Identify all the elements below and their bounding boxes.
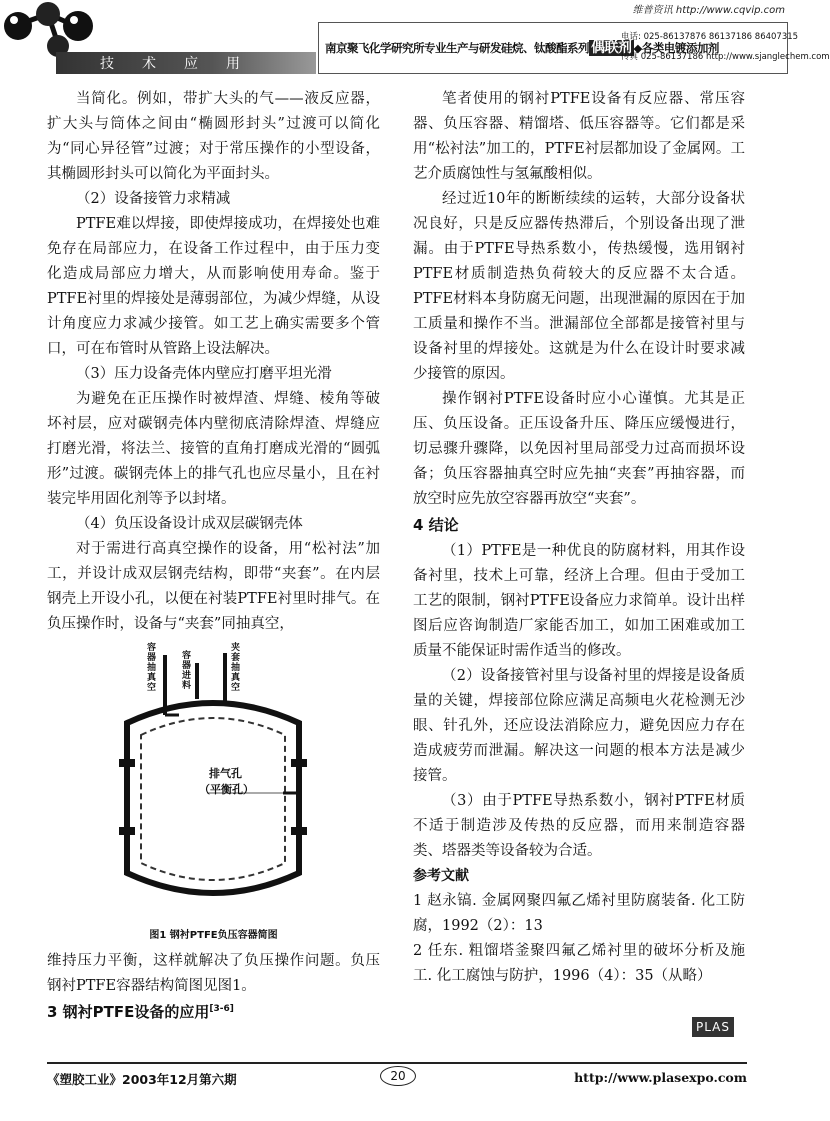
advertisement-banner <box>318 22 830 74</box>
paragraph: 操作钢衬PTFE设备时应小心谨慎。尤其是正压、负压设备。正压设备升压、降压应缓慢进行，切忌骤升骤降，以免因衬里局部受力过高而损坏设备；负压容器抽真空时应先抽“夹套”再抽容器，而放空时应先放空容器再放空“夹套”。 <box>413 391 745 507</box>
subsection-heading: （4）负压设备设计成双层碳钢壳体 <box>76 516 303 532</box>
section-title: 技术应用 <box>100 56 268 72</box>
source-watermark: 维普资讯 http://www.cqvip.com <box>632 5 785 16</box>
section-heading <box>47 1000 380 1025</box>
conclusion-item: （1）PTFE是一种优良的防腐材料，用其作设备衬里，技术上可靠，经济上合理。但由于受加工工艺的限制，钢衬PTFE设备应力求简单。设计出样图后应咨询制造厂家能否加工，如加工困难或加工质量不能保证时需作适当的修改。 <box>413 543 745 659</box>
conclusion-item: （3）由于PTFE导热系数小，钢衬PTFE材质不适于制造涉及传热的反应器，而用来制造容器类、塔器类等设备较为合适。 <box>413 793 745 859</box>
paragraph: 为避免在正压操作时被焊渣、焊缝、棱角等破坏衬层，应对碳钢壳体内壁彻底清除焊渣、焊缝应打磨光滑，将法兰、接管的直角打磨成光滑的“圆弧形”过渡。碳钢壳体上的排气孔也应尽量小，且在衬装完毕用固化剂等予以封堵。 <box>47 391 380 507</box>
left-column <box>47 87 380 1026</box>
footer-link[interactable]: http://www.plasexpo.com <box>574 1070 747 1085</box>
figure-vessel-diagram <box>47 643 380 943</box>
label-balance-hole: （平衡孔） <box>199 783 254 796</box>
ad-tail: ◆各类电镀添加剂 <box>633 41 719 55</box>
ad-org: 南京聚飞化学研究所专业生产与研发硅烷、钛酸酯系列 <box>325 41 589 55</box>
page-footer <box>47 1062 747 1087</box>
subsection-heading: （2）设备接管力求精减 <box>76 191 231 207</box>
ad-phone: 电话: 025-86137876 86137186 86407315 <box>621 32 799 42</box>
paragraph: 笔者使用的钢衬PTFE设备有反应器、常压容器、负压容器、精馏塔、低压容器等。它们都是采用“松衬法”加工的，PTFE衬层都加设了金属网。工艺介质腐蚀性与氢氟酸相似。 <box>413 91 745 182</box>
paragraph: 经过近10年的断断续续的运转，大部分设备状况良好，只是反应器传热滞后，个别设备出现了泄漏。由于PTFE导热系数小，传热缓慢，选用钢衬PTFE材质制造热负荷较大的反应器不太合适。PTFE材料本身防腐无问题，出现泄漏的原因在于加工质量和操作不当。泄漏部位全部都是接管衬里与设备衬里的焊接处。这就是为什么在设计时要求减少接管的原因。 <box>413 191 745 382</box>
figure-caption: 图1 钢衬PTFE负压容器简图 <box>149 930 278 941</box>
label-vacuum-container: 容器抽真空 <box>147 643 157 693</box>
citation-ref: [3-6] <box>209 1004 234 1014</box>
reference-item: 2 任东. 粗馏塔釜聚四氟乙烯衬里的破坏分析及施工. 化工腐蚀与防护，1996（4）：35（从略） <box>413 943 745 984</box>
section-heading-text: 3 钢衬PTFE设备的应用 <box>47 1003 210 1021</box>
ad-highlight: 偶联剂 <box>591 40 632 56</box>
section-heading: 4 结论 <box>413 516 459 534</box>
ad-fax: 传真 025-86137186 http://www.sjanglechem.com <box>621 52 830 62</box>
paragraph: 维持压力平衡，这样就解决了负压操作问题。负压钢衬PTFE容器结构简图见图1。 <box>47 953 380 994</box>
references-heading: 参考文献 <box>413 868 469 884</box>
reference-item: 1 赵永镐. 金属网聚四氟乙烯衬里防腐装备. 化工防腐，1992（2）：13 <box>413 893 745 934</box>
conclusion-item: （2）设备接管衬里与设备衬里的焊接是设备质量的关键，焊接部位除应满足高频电火花检测无沙眼、针孔外，还应设法消除应力，避免因应力存在造成疲劳而泄漏。解决这一问题的根本方法是减少接管。 <box>413 668 745 784</box>
page-header <box>0 0 830 78</box>
label-feed: 容器进料 <box>182 651 192 691</box>
paragraph: 当简化。例如，带扩大头的气——液反应器，扩大头与筒体之间由“椭圆形封头”过渡可以简化为“同心异径管”过渡；对于常压操作的小型设备，其椭圆形封头可以简化为平面封头。 <box>47 91 380 182</box>
page-number: 20 <box>380 1066 416 1086</box>
journal-citation: 《塑胶工业》2003年12月第六期 <box>47 1072 237 1087</box>
plas-badge: PLAS <box>692 1017 734 1037</box>
paragraph: PTFE难以焊接，即使焊接成功，在焊接处也难免存在局部应力，在设备工作过程中，由于压力变化造成局部应力增大，从而影响使用寿命。鉴于PTFE衬里的焊接处是薄弱部位，为减少焊缝，从设计角度应力求减少接管。如工艺上确实需要多个管口，可在布管时从管路上设法解决。 <box>47 216 380 357</box>
subsection-heading: （3）压力设备壳体内壁应打磨平坦光滑 <box>76 366 332 382</box>
ad-contact <box>621 27 830 67</box>
label-vent-hole: 排气孔 <box>209 767 242 780</box>
label-jacket-vacuum: 夹套抽真空 <box>231 643 241 693</box>
molecule-logo <box>0 0 110 60</box>
right-column <box>413 87 745 989</box>
paragraph: 对于需进行高真空操作的设备，用“松衬法”加工，并设计成双层钢壳结构，即带“夹套”。在内层钢壳上开设小孔，以便在衬装PTFE衬里时排气。在负压操作时，设备与“夹套”同抽真空， <box>47 541 380 632</box>
